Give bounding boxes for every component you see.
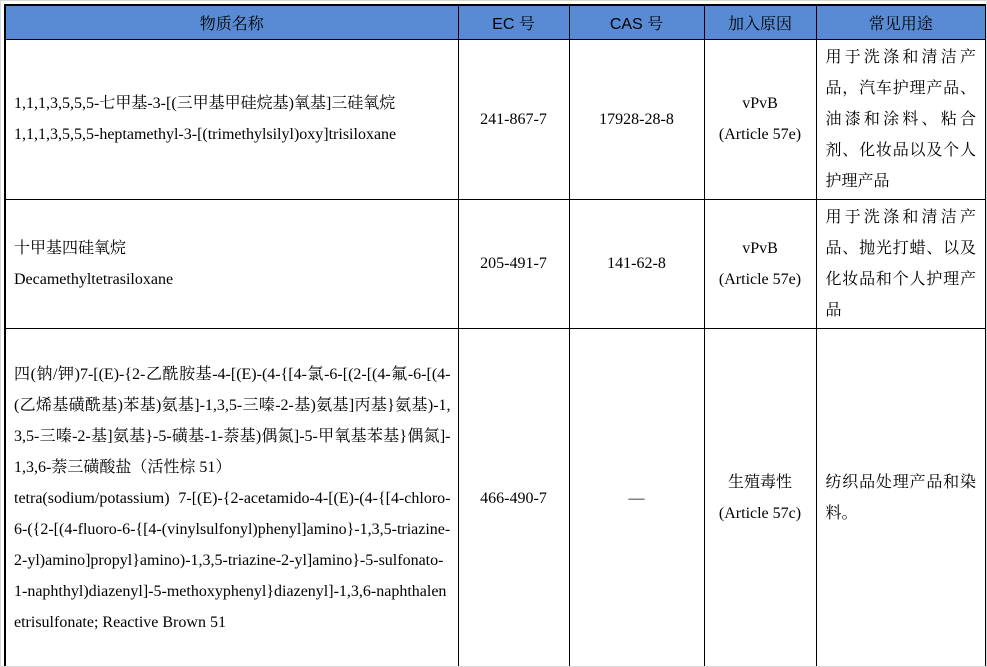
reason-hazard: vPvB xyxy=(742,95,778,112)
substance-name-cell xyxy=(5,39,458,199)
substance-name-zh: 1,1,1,3,5,5,5-七甲基-3-[(三甲基甲硅烷基)氧基]三硅氧烷 xyxy=(14,95,396,112)
reason-article: (Article 57e) xyxy=(718,270,802,288)
cas-number-cell: 17928-28-8 xyxy=(569,39,704,199)
header-ec-number: EC 号 xyxy=(458,5,569,39)
common-uses-cell: 纺织品处理产品和染料。 xyxy=(816,328,986,667)
inclusion-reason-cell xyxy=(704,328,816,667)
header-cas-number: CAS 号 xyxy=(569,5,704,39)
ec-number-cell: 466-490-7 xyxy=(458,328,569,667)
header-inclusion-reason: 加入原因 xyxy=(704,5,816,39)
substance-name-cell xyxy=(5,328,458,667)
common-uses-cell: 用于洗涤和清洁产品，汽车护理产品、油漆和涂料、粘合剂、化妆品以及个人护理产品 xyxy=(816,39,986,199)
substance-name-en: tetra(sodium/potassium) 7-[(E)-{2-acetamido-4-[(E)-(4-{[4-chloro-6-({2-[(4-fluoro-6-{[4-(vinylsulfonyl)phenyl]amino}-1,3,5-triazine-2-yl)amino]propyl}amino)-1,3,5-triazine-2-yl]amino}-5-sulfonato-1-naphthyl)diazenyl]-5-methoxyphenyl}diazenyl]-1,3,6-naphthalenetrisulfonate; Reactive Brown 51 xyxy=(14,489,451,631)
table-row xyxy=(5,39,986,199)
common-uses-cell: 用于洗涤和清洁产品、抛光打蜡、以及化妆品和个人护理产品 xyxy=(816,199,986,328)
substance-name-zh: 四(钠/钾)7-[(E)-{2-乙酰胺基-4-[(E)-(4-{[4-氯-6-[(2-[(4-氟-6-[(4-(乙烯基磺酰基)苯基)氨基]-1,3,5-三嗪-2-基)氨基]丙基}氨基)-1,3,5-三嗪-2-基]氨基}-5-磺基-1-萘基)偶氮]-5-甲氧基苯基}偶氮]-1,3,6-萘三磺酸盐（活性棕 51） xyxy=(14,365,451,476)
ec-number-cell: 205-491-7 xyxy=(458,199,569,328)
table-header-row xyxy=(5,5,986,39)
substances-table xyxy=(4,4,987,667)
header-substance-name: 物质名称 xyxy=(5,5,458,39)
reason-article: (Article 57c) xyxy=(718,505,802,523)
ec-number-cell: 241-867-7 xyxy=(458,39,569,199)
substance-name-en: 1,1,1,3,5,5,5-heptamethyl-3-[(trimethylsilyl)oxy]trisiloxane xyxy=(14,126,397,143)
table-row xyxy=(5,328,986,667)
inclusion-reason-cell xyxy=(704,199,816,328)
reason-hazard: 生殖毒性 xyxy=(727,474,792,492)
table-row xyxy=(5,199,986,328)
header-common-uses: 常见用途 xyxy=(816,5,986,39)
substance-name-en: Decamethyltetrasiloxane xyxy=(14,270,174,288)
reason-article: (Article 57e) xyxy=(718,126,802,143)
inclusion-reason-cell xyxy=(704,39,816,199)
reason-hazard: vPvB xyxy=(742,239,778,257)
substance-name-zh: 十甲基四硅氧烷 xyxy=(14,239,127,257)
cas-number-cell: 141-62-8 xyxy=(569,199,704,328)
substance-name-cell xyxy=(5,199,458,328)
cas-number-cell: — xyxy=(569,328,704,667)
